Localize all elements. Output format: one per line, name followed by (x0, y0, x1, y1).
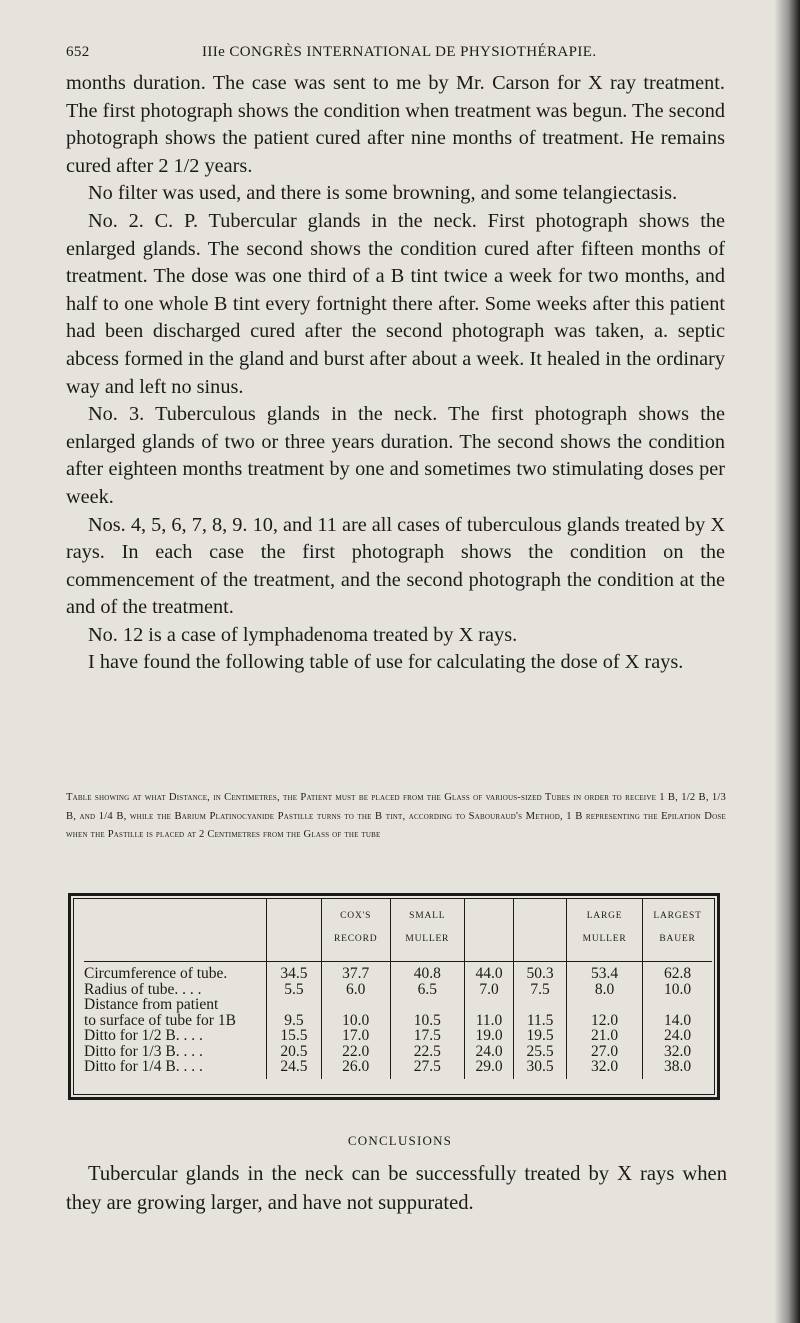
table-header-cell: SMALL MULLER (390, 899, 464, 962)
table-row-label: Distance from patient (84, 996, 219, 1013)
table-cell: 26.0 (321, 1059, 390, 1075)
table-cell: 17.5 (390, 1028, 464, 1044)
table-row-label: Ditto for 1/3 B. . . . (84, 1042, 203, 1060)
page-gutter-shadow (774, 0, 800, 1323)
table-header-row (84, 899, 712, 962)
table-cell: 17.0 (321, 1028, 390, 1044)
table-cell: 6.5 (390, 982, 464, 998)
table-cell: 34.5 (267, 966, 322, 982)
dose-table-inner-border (73, 898, 715, 1095)
table-header-cell: LARGE MULLER (567, 899, 643, 962)
table-header-cell (267, 899, 322, 962)
table-cell: 32.0 (567, 1059, 643, 1075)
table-cell (643, 997, 712, 1013)
table-cell: 29.0 (464, 1059, 513, 1075)
table-cell: 10.5 (390, 1013, 464, 1029)
table-cell: 24.0 (464, 1044, 513, 1060)
table-row-label: Radius of tube. . . . (84, 980, 202, 998)
table-cell: 19.0 (464, 1028, 513, 1044)
table-cell: 27.0 (567, 1044, 643, 1060)
table-cell: 11.0 (464, 1013, 513, 1029)
table-header-cell: COX'S RECORD (321, 899, 390, 962)
table-cell: 10.0 (643, 982, 712, 998)
table-cell: 5.5 (267, 982, 322, 998)
table-cell: 38.0 (643, 1059, 712, 1075)
table-row-label: Ditto for 1/4 B. . . . (84, 1058, 203, 1075)
table-cell: 12.0 (567, 1013, 643, 1029)
table-header-cell: LARGEST BAUER (643, 899, 712, 962)
table-cell: 37.7 (321, 966, 390, 982)
table-cell: 24.5 (267, 1059, 322, 1075)
dose-table (84, 899, 712, 1079)
table-cell: 7.5 (514, 982, 567, 998)
paragraph: Nos. 4, 5, 6, 7, 8, 9. 10, and 11 are all cases of tuberculous glands treated by X rays. In each case the first photograph shows the condition on the commencement of the treatment, and the second photograph the condition at the and of the treatment. (66, 513, 725, 619)
paragraph: No. 2. C. P. Tubercular glands in the neck. First photograph shows the enlarged glands. The second shows the condition cured after fifteen months of treatment. The dose was one third of a B tint twice a week for two months, and half to one whole B tint every fortnight there after. Some weeks after this patient had been discharged cured after the second photograph was taken, a. septic abcess formed in the gland and burst after about a week. It healed in the ordinary way and left no sinus. (66, 209, 725, 398)
table-cell: 22.5 (390, 1044, 464, 1060)
table-cell (267, 997, 322, 1013)
table-cell: 50.3 (514, 966, 567, 982)
table-cell: 21.0 (567, 1028, 643, 1044)
running-head (66, 44, 726, 68)
table-cell: 62.8 (643, 966, 712, 982)
table-cell: 15.5 (267, 1028, 322, 1044)
table-cell: 7.0 (464, 982, 513, 998)
table-cell: 22.0 (321, 1044, 390, 1060)
table-cell: 44.0 (464, 966, 513, 982)
conclusions-text (66, 1160, 727, 1218)
table-cell: 6.0 (321, 982, 390, 998)
table-row (84, 1044, 712, 1060)
table-row (84, 1059, 712, 1075)
table-cell (514, 997, 567, 1013)
table-cell: 40.8 (390, 966, 464, 982)
table-cell: 8.0 (567, 982, 643, 998)
paragraph: months duration. The case was sent to me by Mr. Carson for X ray treatment. The first photograph shows the condition when treatment was begun. The second photograph shows the patient cured after nine months of treatment. He remains cured after 2 1/2 years. (66, 72, 725, 177)
table-cell: 11.5 (514, 1013, 567, 1029)
table-cell: 24.0 (643, 1028, 712, 1044)
table-cell: 30.5 (514, 1059, 567, 1075)
table-cell (390, 997, 464, 1013)
table-cell (464, 997, 513, 1013)
table-row (84, 997, 712, 1013)
running-title: IIIe CONGRÈS INTERNATIONAL DE PHYSIOTHÉRAPIE. (202, 44, 597, 60)
table-cell: 10.0 (321, 1013, 390, 1029)
table-cell: 19.5 (514, 1028, 567, 1044)
table-row (84, 966, 712, 982)
table-cell (321, 997, 390, 1013)
table-cell: 32.0 (643, 1044, 712, 1060)
table-cell (567, 997, 643, 1013)
table-caption: Table showing at what Distance, in Centimetres, the Patient must be placed from the Glass of various-sized Tubes in order to receive 1 B, 1/2 B, 1/3 B, and 1/4 B, while the Barium Platinocyanide Pastille turns to the B tint, according to Sabouraud's Method, 1 B representing the Epilation Dose when the Pastille is placed at 2 Centimetres from the Glass of the tube (66, 792, 726, 841)
table-row-label: Ditto for 1/2 B. . . . (84, 1027, 203, 1044)
table-cell: 25.5 (514, 1044, 567, 1060)
table-header-cell (84, 899, 267, 962)
paragraph: No. 3. Tuberculous glands in the neck. The first photograph shows the enlarged glands of two or three years duration. The second shows the condition after eighteen months treatment by one and sometimes two stimulating doses per week. (66, 403, 725, 508)
table-row-label: to surface of tube for 1B (84, 1011, 236, 1029)
conclusions-heading: CONCLUSIONS (347, 1133, 453, 1148)
table-cell: 9.5 (267, 1013, 322, 1029)
table-row (84, 1028, 712, 1044)
table-cell: 27.5 (390, 1059, 464, 1075)
paragraph: Tubercular glands in the neck can be successfully treated by X rays when they are growing larger, and have not suppurated. (66, 1163, 727, 1214)
page-number: 652 (66, 44, 90, 60)
body-text (66, 70, 725, 677)
table-row-label: Circumference of tube. (84, 965, 228, 982)
table-header-cell (464, 899, 513, 962)
table-bottom-spacer (84, 1075, 712, 1079)
paragraph: No filter was used, and there is some browning, and some telangiectasis. (88, 182, 678, 205)
table-row (84, 982, 712, 998)
dose-table-frame (68, 893, 720, 1100)
paragraph: I have found the following table of use for calculating the dose of X rays. (88, 651, 684, 674)
table-cell: 53.4 (567, 966, 643, 982)
table-header-cell (514, 899, 567, 962)
paragraph: No. 12 is a case of lymphadenoma treated by X rays. (88, 623, 518, 646)
table-row (84, 1013, 712, 1029)
table-cell: 14.0 (643, 1013, 712, 1029)
table-cell: 20.5 (267, 1044, 322, 1060)
